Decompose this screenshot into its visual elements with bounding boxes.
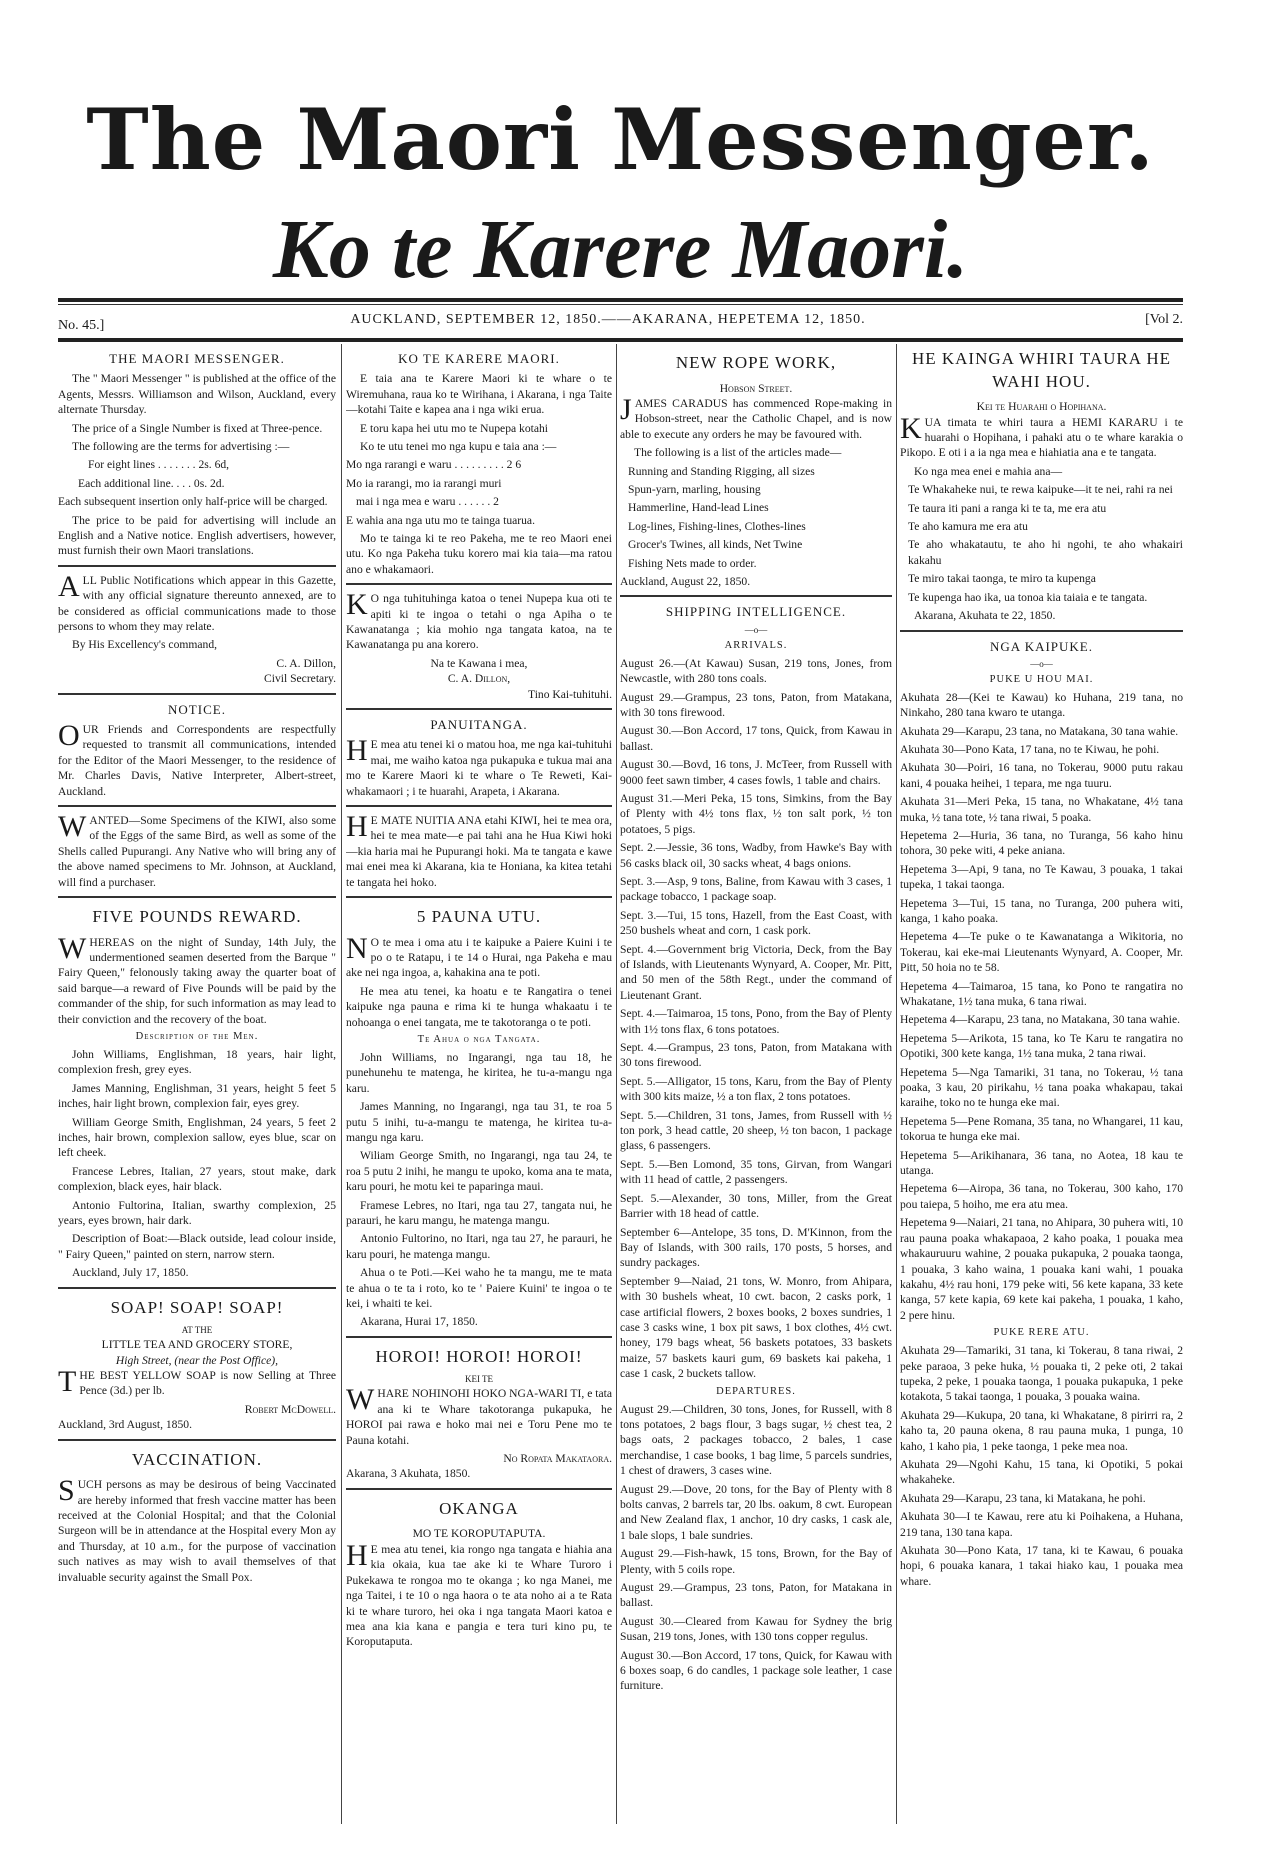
section-heading: NOTICE. xyxy=(168,701,226,717)
column-divider xyxy=(341,344,342,1824)
paragraph: The price of a Single Number is fixed at Three-pence. xyxy=(72,421,323,435)
shipping-entry: August 29.—Grampus, 23 tons, Paton, from Matakana, with 30 tons firewood. xyxy=(620,690,892,719)
shipping-entry: Akuhata 29—Ngohi Kahu, 15 tana, ki Opotiki, 5 pokai whakaheke. xyxy=(900,1457,1183,1487)
list-item: Te aho whakatautu, te aho hi ngohi, te aho whakairi kakahu xyxy=(908,538,1183,567)
shipping-entry: September 9—Naiad, 21 tons, W. Monro, from Ahipara, with 30 bushels wheat, 10 cwt. bacon, 2 casks pork, 1 case artificial flowers, 2 boxes books, 2 boxes sundries, 1 case 3 casks wine, 1 box pit saws, 1 box clothes, 4½ cwt. honey, 179 bags wheat, 56 baskets potatoes, 33 baskets maize, 57 baskets kauri gum, 69 baskets kai pakeha, 1 case 1 cask, 2 buckets tallow. xyxy=(620,1274,892,1381)
masthead-maori-title: Ko te Karere Maori. xyxy=(272,203,969,296)
subheading: Description of the Men. xyxy=(135,1030,259,1042)
signature-name: C. A. Dillon, xyxy=(276,656,336,670)
subheading: KEI TE xyxy=(464,1374,494,1385)
masthead-english-title: The Maori Messenger. xyxy=(86,90,1155,189)
section-heading: OKANGA xyxy=(439,1498,519,1518)
paragraph: Ko te utu tenei mo nga kupu e taia ana :— xyxy=(360,439,557,453)
column-4 xyxy=(900,344,1183,1824)
notice-paragraph: HE MATE NUITIA ANA etahi KIWI, hei te mea ora, hei te mea mate—e pai tahi ana he Hua Kiwi hoki—kia haria mai he Pupurangi hoki. Ma te tangata e kawe mai enei mea ki Akarana, kia te Honiana, ka kitea tetahi te tangata hei hoko. xyxy=(346,809,612,889)
notice-paragraph: JAMES CARADUS has commenced Rope-making in Hobson-street, near the Catholic Chapel, and is now able to execute any orders he may be favoured with. xyxy=(620,393,892,441)
volume-number: [Vol 2. xyxy=(1145,312,1183,327)
shipping-entry: Sept. 2.—Jessie, 36 tons, Wadby, from Hawke's Bay with 56 casks black oil, 30 sacks wheat, 4 bags onions. xyxy=(620,841,892,870)
issue-date: AUCKLAND, SEPTEMBER 12, 1850.——AKARANA, HEPETEMA 12, 1850. xyxy=(350,312,866,327)
divider xyxy=(58,805,336,807)
shipping-entry: August 30.—Cleared from Kawau for Sydney the brig Susan, 219 tons, Jones, with 130 tons copper regulus. xyxy=(620,1614,892,1644)
shipping-entry: Akuhata 30—I te Kawau, rere atu ki Poihakena, a Huhana, 219 tana, 130 tana kapa. xyxy=(900,1510,1183,1539)
signature-line: Na te Kawana i mea, xyxy=(430,656,528,670)
shipping-entry: Akuhata 31—Meri Peka, 15 tana, no Whakatane, 4½ tana muka, ½ tana tote, ½ tana riwai, 5 poaka. xyxy=(900,795,1183,824)
section-heading: KO TE KARERE MAORI. xyxy=(398,351,560,366)
subheading: LITTLE TEA AND GROCERY STORE, xyxy=(101,1338,293,1352)
rate-line: mai i nga mea e waru . . . . . . 2 xyxy=(356,495,499,509)
divider xyxy=(58,1439,336,1441)
subheading: Te Ahua o nga Tangata. xyxy=(417,1033,541,1045)
section-heading: THE MAORI MESSENGER. xyxy=(109,351,285,366)
shipping-entry: Sept. 4.—Grampus, 23 tons, Paton, from Matakana with 30 tons firewood. xyxy=(620,1041,892,1070)
notice-paragraph: NO te mea i oma atu i te kaipuke a Paiere Kuini i te po o te Ratapu, i te 14 o Hurai, nga Pakeha e mau ake nei nga ingoa, a, kahakina ana te poti. xyxy=(346,931,612,980)
rate-line: Mo ia rarangi, mo ia rarangi muri xyxy=(346,476,502,490)
signature-title: Civil Secretary. xyxy=(263,672,336,686)
shipping-entry: Sept. 5.—Alexander, 30 tons, Miller, from the Great Barrier with 18 head of cattle. xyxy=(620,1191,892,1221)
ornament: —o— xyxy=(1030,658,1053,669)
section-heading: HOROI! HOROI! HOROI! xyxy=(375,1346,583,1366)
divider xyxy=(346,1488,612,1490)
list-item: Te miro takai taonga, te miro ta kupenga xyxy=(908,572,1096,586)
shipping-entry: Akuhata 28—(Kei te Kawau) ko Huhana, 219 tana, no Ninkaho, 280 tana kwaro te utanga. xyxy=(900,690,1183,720)
dateline xyxy=(58,312,1183,338)
paragraph: John Williams, Englishman, 18 years, hair light, complexion fresh, grey eyes. xyxy=(58,1047,336,1077)
subheading: MO TE KOROPUTAPUTA. xyxy=(412,1527,546,1541)
shipping-entry: August 30.—Bon Accord, 17 tons, Quick, for Kawau with 6 boxes soap, 6 do candles, 1 package sole leather, 1 case furniture. xyxy=(620,1648,892,1693)
shipping-entry: August 29.—Grampus, 23 tons, Paton, for Matakana in ballast. xyxy=(620,1580,892,1610)
signature-name: No Ropata Makataora. xyxy=(503,1452,612,1466)
notice-paragraph: WANTED—Some Specimens of the KIWI, also some of the Eggs of the same Bird, as well as some of the Shells called Pupurangi. Any Native who will bring any of the above named specimens to Mr. Johnson, at Auckland, will find a purchaser. xyxy=(58,809,336,889)
notice-paragraph: HE mea atu tenei, kia rongo nga tangata e hiahia ana kia okaia, kua tae ake ki te Whare Turoro i Pukekawa te rongoa mo te okanga ; ko nga Manei, me nga Taitei, i te 10 o nga haora o te ata noho ai a te Rata ki te whare turoro, hei oka i nga tangata Maori katoa e mea ana kia kana e pangia e tera turi kino pu, te Koroputaputa. xyxy=(346,1538,612,1649)
shipping-entry: Hepetema 2—Huria, 36 tana, no Turanga, 56 kaho hinu tohora, 30 peke witi, 4 peke aniana. xyxy=(900,828,1183,858)
rate-line: Mo nga rarangi e waru . . . . . . . . . 2 6 xyxy=(346,458,522,472)
shipping-entry: Hepetema 3—Api, 9 tana, no Te Kawau, 3 pouaka, 1 takai tupeka, 1 takai taonga. xyxy=(900,862,1183,892)
divider xyxy=(620,595,892,597)
dateline-text: Auckland, August 22, 1850. xyxy=(620,575,751,589)
paragraph: Each subsequent insertion only half-price will be charged. xyxy=(58,495,328,509)
shipping-entry: August 30.—Bovd, 16 tons, J. McTeer, from Russell with 9000 feet sawn timber, 4 cases fowls, 1 table and chairs. xyxy=(620,758,892,787)
paragraph: The " Maori Messenger " is published at the office of the Agents, Messrs. Williamson and Wilson, Auckland, every alternate Thursday. xyxy=(58,372,336,417)
masthead-rule-thin xyxy=(58,304,1183,305)
shipping-entry: August 29.—Fish-hawk, 15 tons, Brown, for the Bay of Plenty, with 5 coils rope. xyxy=(620,1547,892,1576)
shipping-entry: Akuhata 29—Karapu, 23 tana, no Matakana, 30 tana wahie. xyxy=(900,724,1179,738)
subheading: ARRIVALS. xyxy=(724,639,788,651)
subheading: High Street, (near the Post Office), xyxy=(115,1353,279,1367)
section-heading: 5 PAUNA UTU. xyxy=(416,906,542,926)
paragraph: Antonio Fultorino, no Itari, nga tau 27, he parauri, he karu pouri, he matenga mangu. xyxy=(346,1232,612,1261)
list-item: Grocer's Twines, all kinds, Net Twine xyxy=(628,538,803,552)
paragraph: He mea atu tenei, ka hoatu e te Rangatira o tenei kaipuke nga pauna e rima ki te hunga whakaatu i te nohoanga o enei tangata, me te takotoranga o te poti. xyxy=(346,984,612,1029)
notice-paragraph: ALL Public Notifications which appear in this Gazette, with any official signature thereunto annexed, are to be considered as official communications made to those persons to whom they may relate. xyxy=(58,569,336,633)
issue-number: No. 45.] xyxy=(58,318,105,333)
section-heading: VACCINATION. xyxy=(131,1449,263,1469)
list-item: Te kupenga hao ika, ua tonoa kia taiaia e te tangata. xyxy=(908,590,1148,604)
paragraph: Ahua o te Poti.—Kei waho he ta mangu, me te mata te ahua o te ta i roto, ko te ' Paiere Kuini' te ingoa o te kei, i whaiti te kei. xyxy=(346,1266,612,1311)
shipping-entry: Hepetema 9—Naiari, 21 tana, no Ahipara, 30 puhera witi, 10 rau pauna poaka whakapaoa, 2 kaho poaka, 1 pouaka mea whakauruuru wahine, 2 pouaka pukapuka, 2 pouaka taonga, 1 pouaka, 3 kaho waina, 1 pouaka kani wahi, 1 pouaka kakahu, 4½ rau honi, 179 peke witi, 56 kete kapana, 33 kete kanga, 57 kete kapia, 69 kete kai pakeha, 1 pouaka, 1 kaho, 2 pere hinu. xyxy=(900,1216,1183,1322)
shipping-entry: Hepetema 4—Taimaroa, 15 tana, ko Pono te rangatira no Whakatane, 1½ tana muka, 6 tana riwai. xyxy=(900,979,1183,1009)
dateline-text: Akarana, Hurai 17, 1850. xyxy=(360,1315,478,1329)
shipping-entry: Hepetema 3—Tui, 15 tana, no Turanga, 200 puhera witi, kanga, 1 kaho poaka. xyxy=(900,896,1183,925)
notice-paragraph: KO nga tuhituhinga katoa o tenei Nupepa kua oti te apiti ki te ingoa o tetahi o nga Apiha o te Kawanatanga ; kia mohio nga tangata katoa, na te Kawanatanga pu ana korero. xyxy=(346,588,612,652)
section-heading: NEW ROPE WORK, xyxy=(675,353,837,372)
paragraph: The price to be paid for advertising will include an English and a Native notice. English advertisers, however, must furnish their own Maori translations. xyxy=(58,513,336,558)
section-heading: PANUITANGA. xyxy=(430,717,528,732)
paragraph: E taia ana te Karere Maori ki te whare o te Wiremuhana, raua ko te Wirihana, i Akarana, i nga Taite—kotahi Taite e kapea ana i nga wiki erua. xyxy=(346,372,612,417)
shipping-entry: Hepetema 6—Airopa, 36 tana, no Tokerau, 300 kaho, 170 pou taiepa, 5 hoiho, me era atu mea. xyxy=(900,1182,1183,1211)
shipping-entry: Sept. 3.—Tui, 15 tons, Hazell, from the East Coast, with 250 bushels wheat and corn, 1 cask pork. xyxy=(620,908,892,938)
signature-title: Tino Kai-tuhituhi. xyxy=(528,687,612,701)
dateline-text: Akarana, Akuhata te 22, 1850. xyxy=(914,609,1056,623)
ornament: —o— xyxy=(744,624,768,635)
rate-line: Each additional line. . . . 0s. 2d. xyxy=(78,476,225,490)
shipping-entry: Sept. 4.—Taimaroa, 15 tons, Pono, from the Bay of Plenty with 1½ tons flax, 6 tons potatoes. xyxy=(620,1007,892,1036)
paragraph: Mo te tainga ki te reo Pakeha, me te reo Maori enei utu. Ko nga Pakeha tuku korero mai kia taia—ma ratou ano e whakamaori. xyxy=(346,531,612,576)
notice-paragraph: WHEREAS on the night of Sunday, 14th July, the undermentioned seamen deserted from the Barque " Fairy Queen," felonously taking away the quarter boat of said barque—a reward of Five Pounds will be paid by the commander of the ship, for such information as may lead to their conviction and the recovery of the boat. xyxy=(58,931,336,1026)
notice-paragraph: WHARE NOHINOHI HOKO NGA-WARI TI, e tata ana ki te Whare takotoranga pukapuka, he HOROI pai rawa e hoko mai nei e Toru Pene mo te Pauna kotahi. xyxy=(346,1383,612,1447)
section-heading: NGA KAIPUKE. xyxy=(990,638,1093,654)
paragraph: James Manning, no Ingarangi, nga tau 31, te roa 5 putu 5 inihi, tu-a-mangu te matenga, he kiritea tu-a-mangu nga karu. xyxy=(346,1100,612,1144)
list-item: Running and Standing Rigging, all sizes xyxy=(628,464,815,478)
shipping-entry: Akuhata 30—Pono Kata, 17 tana, ki te Kawau, 6 pouaka hopi, 6 pouaka kanara, 1 takai hiako kau, 1 pouaka mea whare. xyxy=(900,1543,1183,1588)
masthead-rule xyxy=(58,298,1183,302)
signature-name: Robert McDowell. xyxy=(244,1402,336,1416)
signature-name: C. A. Dillon, xyxy=(447,672,511,686)
shipping-entry: Hepetema 5—Pene Romana, 35 tana, no Whangarei, 11 kau, tokorua te hunga eke mai. xyxy=(900,1114,1183,1144)
arrivals-list xyxy=(620,656,892,1382)
shipping-entry: Sept. 5.—Alligator, 15 tons, Karu, from the Bay of Plenty with 300 kits maize, ½ a ton flax, 2 tons potatoes. xyxy=(620,1074,892,1104)
paragraph: E toru kapa hei utu mo te Nupepa kotahi xyxy=(360,421,549,435)
subheading: DEPARTURES. xyxy=(716,1385,796,1397)
shipping-entry: Akuhata 30—Poiri, 16 tana, no Tokerau, 9000 putu rakau kani, 4 pouaka heihei, 1 tepara, me nga tuuru. xyxy=(900,761,1183,790)
paragraph: James Manning, Englishman, 31 years, height 5 feet 5 inches, hair light brown, complexion fair, eyes grey. xyxy=(58,1081,336,1111)
departures-list xyxy=(620,1402,892,1694)
dateline-text: Auckland, 3rd August, 1850. xyxy=(58,1418,192,1432)
column-1 xyxy=(58,344,336,1824)
subheading: Kei te Huarahi o Hopihana. xyxy=(976,400,1107,414)
list-item: Te taura iti pani a ranga ki te ta, me era atu xyxy=(908,501,1107,515)
arrivals-list xyxy=(900,690,1183,1323)
departures-list xyxy=(900,1343,1183,1589)
shipping-entry: Akuhata 29—Kukupa, 20 tana, ki Whakatane, 8 pirirri ra, 2 kaho ta, 20 pauna okena, 8 rau pauna muka, 1 punga, 10 kaho, 1 kaho pia, 1 peke taonga, 1 peke mea noa. xyxy=(900,1408,1183,1453)
shipping-entry: Akuhata 29—Tamariki, 31 tana, ki Tokerau, 8 tana riwai, 2 peke paraoa, 3 peke huka, ½ pouaka ti, 2 peke oti, 2 takai tupeka, 2 peke, 1 pouaka taonga, 1 pouaka pukapuka, 1 peke kotakota, 5 takai taonga, 1 pouaka, 3 pouaka waina. xyxy=(900,1344,1183,1404)
paragraph: E wahia ana nga utu mo te tainga tuarua. xyxy=(346,513,535,527)
rate-line: For eight lines . . . . . . . 2s. 6d, xyxy=(88,458,230,472)
shipping-entry: August 29.—Children, 30 tons, Jones, for Russell, with 8 tons potatoes, 2 bags flour, 3 bags sugar, ½ chest tea, 2 bags oats, 2 packages tobacco, 2 bales, 1 case merchandise, 1 case books, 1 bag lime, 5 parcels sundries, 1 chest of drawers, 3 cases wine. xyxy=(620,1402,892,1478)
paragraph: Antonio Fultorina, Italian, swarthy complexion, 25 years, eyes brown, hair dark. xyxy=(58,1198,336,1227)
notice-paragraph: HE mea atu tenei ki o matou hoa, me nga kai-tuhituhi mai, me waiho katoa nga pukapuka e tukua mai ana mo te Karere Maori ki te whare o Te Reweti, Kai-whakamaori ; i te huarahi, Arapeta, i Akarana. xyxy=(346,734,612,798)
list-item: Hammerline, Hand-lead Lines xyxy=(628,501,769,515)
section-heading: SHIPPING INTELLIGENCE. xyxy=(665,604,847,620)
divider xyxy=(58,896,336,898)
paragraph: The following is a list of the articles made— xyxy=(634,446,842,460)
dateline-rule xyxy=(58,338,1183,342)
divider xyxy=(346,805,612,807)
divider xyxy=(346,708,612,710)
shipping-entry: August 29.—Dove, 20 tons, for the Bay of Plenty with 8 bolts canvas, 2 barrels tar, 20 lbs. oakum, 8 cwt. European and New Zealand flax, 1 anchor, 10 dry casks, 1 cask ale, 1 bale slops, 1 bale sundries. xyxy=(620,1482,892,1542)
shipping-entry: August 26.—(At Kawau) Susan, 219 tons, Jones, from Newcastle, with 280 tons coals. xyxy=(620,656,892,686)
divider xyxy=(900,630,1183,632)
column-2 xyxy=(346,344,612,1824)
shipping-entry: Akuhata 30—Pono Kata, 17 tana, no te Kiwau, he pohi. xyxy=(900,742,1160,756)
column-3 xyxy=(620,344,892,1824)
list-item: Te Whakaheke nui, te rewa kaipuke—it te nei, rahi ra nei xyxy=(908,483,1173,497)
shipping-entry: August 30.—Bon Accord, 17 tons, Quick, from Kawau in ballast. xyxy=(620,724,892,753)
list-item: Spun-yarn, marling, housing xyxy=(628,483,761,497)
paragraph: Francese Lebres, Italian, 27 years, stout make, dark complexion, black eyes, hair black. xyxy=(58,1164,336,1194)
dateline-text: Auckland, July 17, 1850. xyxy=(72,1266,189,1280)
divider xyxy=(58,565,336,567)
divider xyxy=(346,583,612,585)
divider xyxy=(346,896,612,898)
shipping-entry: Sept. 5.—Ben Lomond, 35 tons, Girvan, from Wangari with 11 head of cattle, 2 passengers. xyxy=(620,1157,892,1187)
paragraph: The following are the terms for advertising :— xyxy=(72,439,290,453)
list-item: Fishing Nets made to order. xyxy=(628,556,757,570)
notice-paragraph: THE BEST YELLOW SOAP is now Selling at Three Pence (3d.) per lb. xyxy=(58,1365,336,1399)
notice-paragraph: OUR Friends and Correspondents are respectfully requested to transmit all communications, intended for the Editor of the Maori Messenger, to the residence of Mr. Charles Davis, Native Interpreter, Albert-street, Auckland. xyxy=(58,718,336,798)
paragraph: John Williams, no Ingarangi, nga tau 18, he punehunehu te matenga, he kiritea, he tu-a-mangu nga karu. xyxy=(346,1050,612,1095)
shipping-entry: Hepetema 5—Arikota, 15 tana, ko Te Karu te rangatira no Opotiki, 300 kete kanga, 1½ tana muka, 2 tana riwai. xyxy=(900,1031,1183,1061)
section-heading: HE KAINGA WHIRI TAURA HE WAHI HOU. xyxy=(911,349,1172,391)
shipping-entry: September 6—Antelope, 35 tons, D. M'Kinnon, from the Bay of Islands, with 300 rails, 170 posts, 5 horses, and sundry packages. xyxy=(620,1225,892,1270)
rope-items-list xyxy=(900,482,1183,605)
shipping-entry: August 31.—Meri Peka, 15 tons, Simkins, from the Bay of Plenty with 4½ tons flax, ½ ton salt pork, ½ ton potatoes, 5 pigs. xyxy=(620,791,892,836)
shipping-entry: Akuhata 29—Karapu, 23 tana, ki Matakana, he pohi. xyxy=(900,1491,1146,1505)
notice-paragraph: KUA timata te whiri taura a HEMI KARARU i te huarahi o Hopihana, i pahaki atu o te whare karakia o Pikopo. E oti i a ia nga mea e hiahiatia ana e te tangata. xyxy=(900,411,1183,460)
paragraph: Framese Lebres, no Itari, nga tau 27, tangata nui, he parauri, he karu mangu, he matenga mangu. xyxy=(346,1198,612,1227)
signature-line: By His Excellency's command, xyxy=(72,638,218,652)
subheading: PUKE RERE ATU. xyxy=(993,1327,1090,1339)
shipping-entry: Hepetema 4—Te puke o te Kawanatanga a Wikitoria, no Tokerau, kai eke-mai Lieutenants Wynyard, A. Cooper, Mr. Pitt, 50 hoia no te 58. xyxy=(900,930,1183,975)
paragraph: Ko nga mea enei e mahia ana— xyxy=(914,464,1063,478)
list-item: Log-lines, Fishing-lines, Clothes-lines xyxy=(628,519,806,533)
rope-items-list xyxy=(620,464,892,571)
column-divider xyxy=(616,344,617,1824)
divider xyxy=(58,693,336,695)
shipping-entry: Hepetema 5—Nga Tamariki, 31 tana, no Tokerau, ½ tana poaka, 3 kau, 20 pirikahu, ½ tana poaka whakapau, takai karaihe, toko no te hunga eke mai. xyxy=(900,1065,1183,1110)
shipping-entry: Sept. 3.—Asp, 9 tons, Baline, from Kawau with 3 cases, 1 package tobacco, 1 package soap. xyxy=(620,874,892,904)
divider xyxy=(58,1287,336,1289)
shipping-entry: Hepetema 4—Karapu, 23 tana, no Matakana, 30 tana wahie. xyxy=(900,1013,1181,1027)
subheading: Hobson Street. xyxy=(719,381,793,395)
newspaper-page xyxy=(58,40,1183,1840)
shipping-entry: Hepetema 5—Arikihanara, 36 tana, no Aotea, 18 kau te utanga. xyxy=(900,1148,1183,1178)
subheading: AT THE xyxy=(181,1325,213,1336)
section-heading: SOAP! SOAP! SOAP! xyxy=(110,1297,284,1317)
divider xyxy=(346,1336,612,1338)
column-divider xyxy=(896,344,897,1824)
notice-paragraph: SUCH persons as may be desirous of being Vaccinated are hereby informed that fresh vaccine matter has been received at the Colonial Hospital; and that the Colonial Surgeon will be in attendance at the Hospital every Mon ay and Thursday, at 10 a.m., for the purpose of vaccination such natives as may wish to avail themselves of that invaluable security against the Small Pox. xyxy=(58,1474,336,1584)
shipping-entry: Sept. 4.—Government brig Victoria, Deck, from the Bay of Islands, with Lieutenants Wynyard, A. Cooper, Mr. Pitt, and 50 men of the 58th Regt., under the command of Lieutenant Grant. xyxy=(620,942,892,1002)
paragraph: Wiliam George Smith, no Ingarangi, nga tau 24, te roa 5 putu 2 inihi, he mangu te upoko, koma ana te mata, karu pouri, he motu kei te paparinga maui. xyxy=(346,1149,612,1194)
paragraph: William George Smith, Englishman, 24 years, 5 feet 2 inches, hair brown, complexion sallow, eyes blue, scar on left cheek. xyxy=(58,1115,336,1160)
paragraph: Description of Boat:—Black outside, lead colour inside, " Fairy Queen," painted on stern, narrow stern. xyxy=(58,1232,336,1261)
subheading: PUKE U HOU MAI. xyxy=(989,673,1094,685)
section-heading: FIVE POUNDS REWARD. xyxy=(92,906,302,926)
dateline-text: Akarana, 3 Akuhata, 1850. xyxy=(346,1467,471,1481)
list-item: Te aho kamura me era atu xyxy=(908,520,1028,534)
shipping-entry: Sept. 5.—Children, 31 tons, James, from Russell with ½ ton pork, 3 head cattle, 20 sheep, ½ ton bacon, 1 package glass, 6 passengers. xyxy=(620,1108,892,1153)
